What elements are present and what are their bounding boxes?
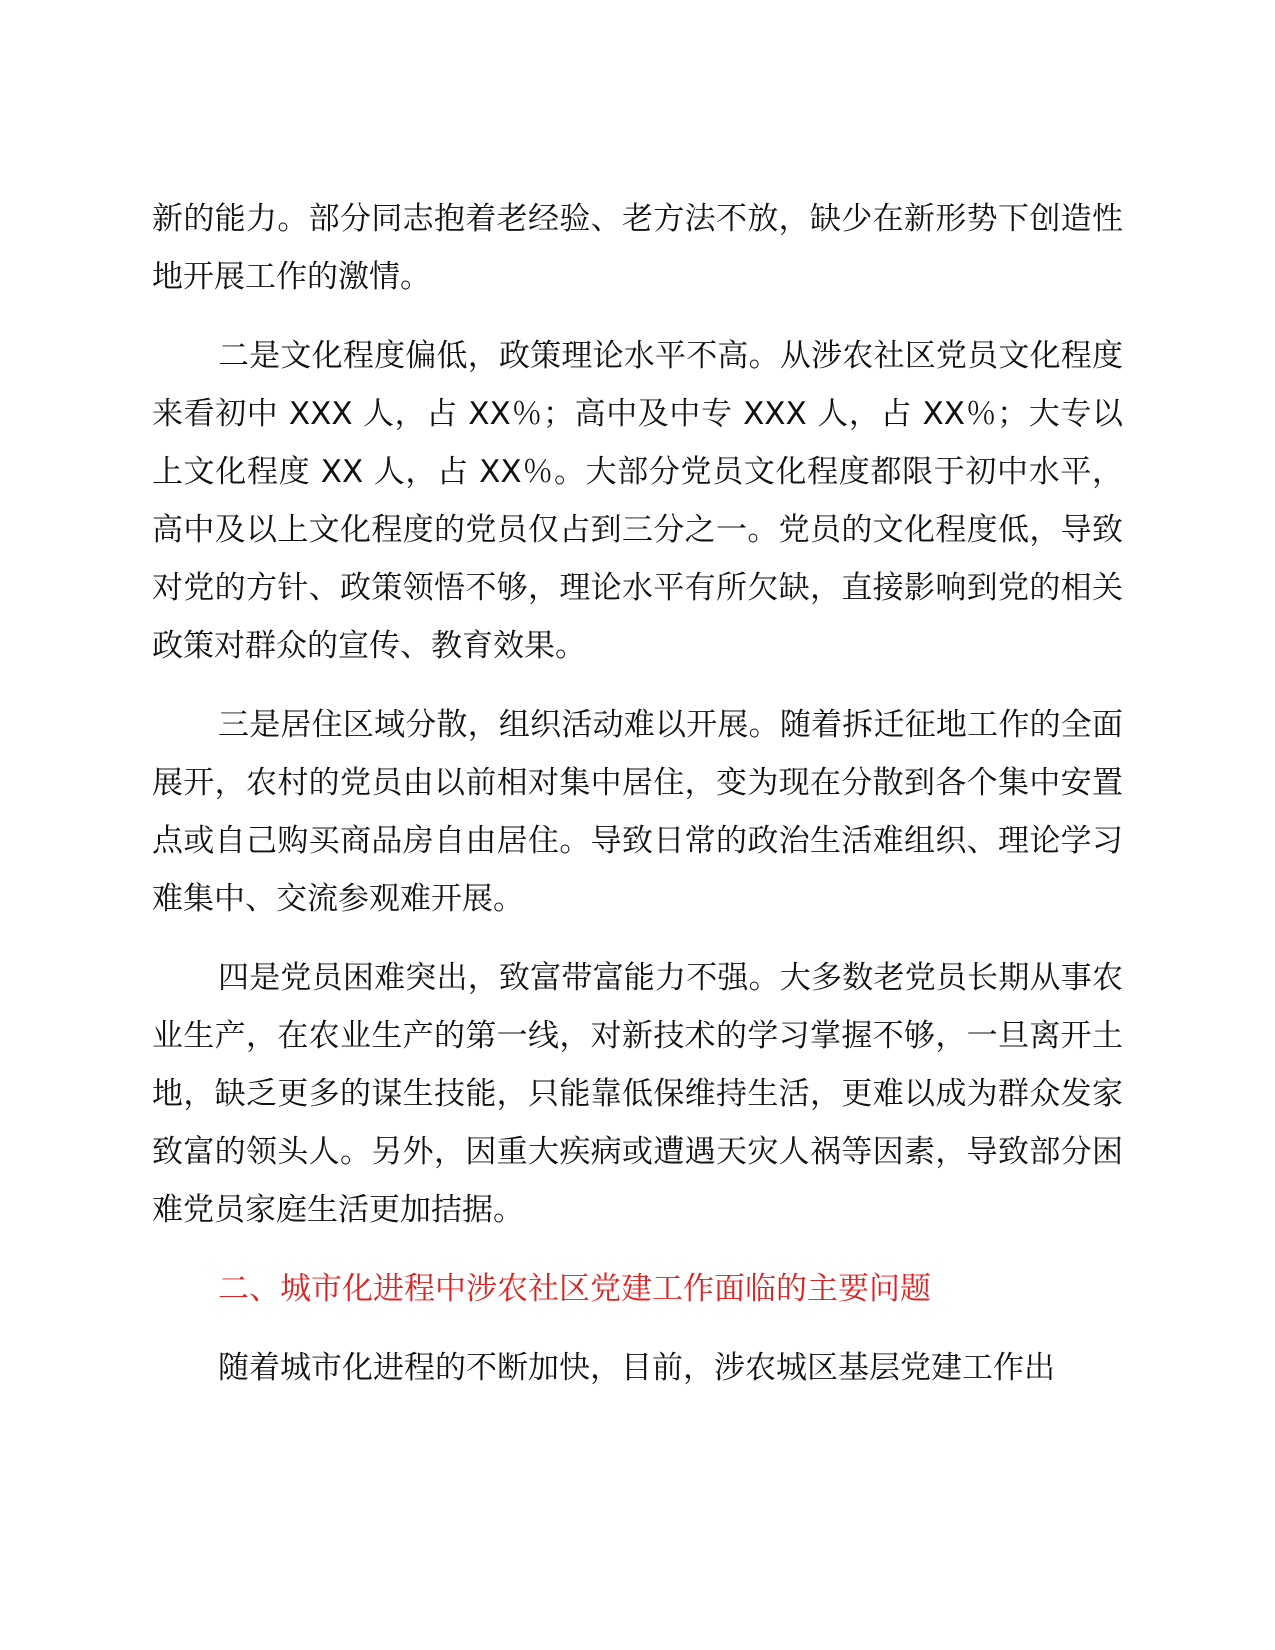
paragraph-member-difficulties: 四是党员困难突出，致富带富能力不强。大多数老党员长期从事农业生产，在农业生产的第一线，对新技术的学习掌握不够，一旦离开土地，缺乏更多的谋生技能，只能靠低保维持生活，更难以成为群众发家致富的领头人。另外，因重大疾病或遭遇天灾人祸等因素，导致部分困难党员家庭生活更加拮据。 xyxy=(152,960,1123,1228)
paragraph-urbanization-intro: 随着城市化进程的不断加快，目前，涉农城区基层党建工作出 xyxy=(218,1350,1055,1386)
section-heading: 二、城市化进程中涉农社区党建工作面临的主要问题 xyxy=(218,1271,931,1307)
paragraph-residence-dispersed: 三是居住区域分散，组织活动难以开展。随着拆迁征地工作的全面展开，农村的党员由以前相对集中居住，变为现在分散到各个集中安置点或自己购买商品房自由居住。导致日常的政治生活难组织、理论学习难集中、交流参观难开展。 xyxy=(152,707,1123,917)
document-page xyxy=(152,190,1123,1418)
paragraph-education-level: 二是文化程度偏低，政策理论水平不高。从涉农社区党员文化程度来看初中 XXX 人，占 XX％；高中及中专 XXX 人，占 XX％；大专以上文化程度 XX 人，占 XX％。大部分党员文化程度都限于初中水平，高中及以上文化程度的党员仅占到三分之一。党员的文化程度低，导致对党的方针、政策领悟不够，理论水平有所欠缺，直接影响到党的相关政策对群众的宣传、教育效果。 xyxy=(152,338,1123,664)
paragraph-continuation: 新的能力。部分同志抱着老经验、老方法不放，缺少在新形势下创造性地开展工作的激情。 xyxy=(152,201,1123,295)
